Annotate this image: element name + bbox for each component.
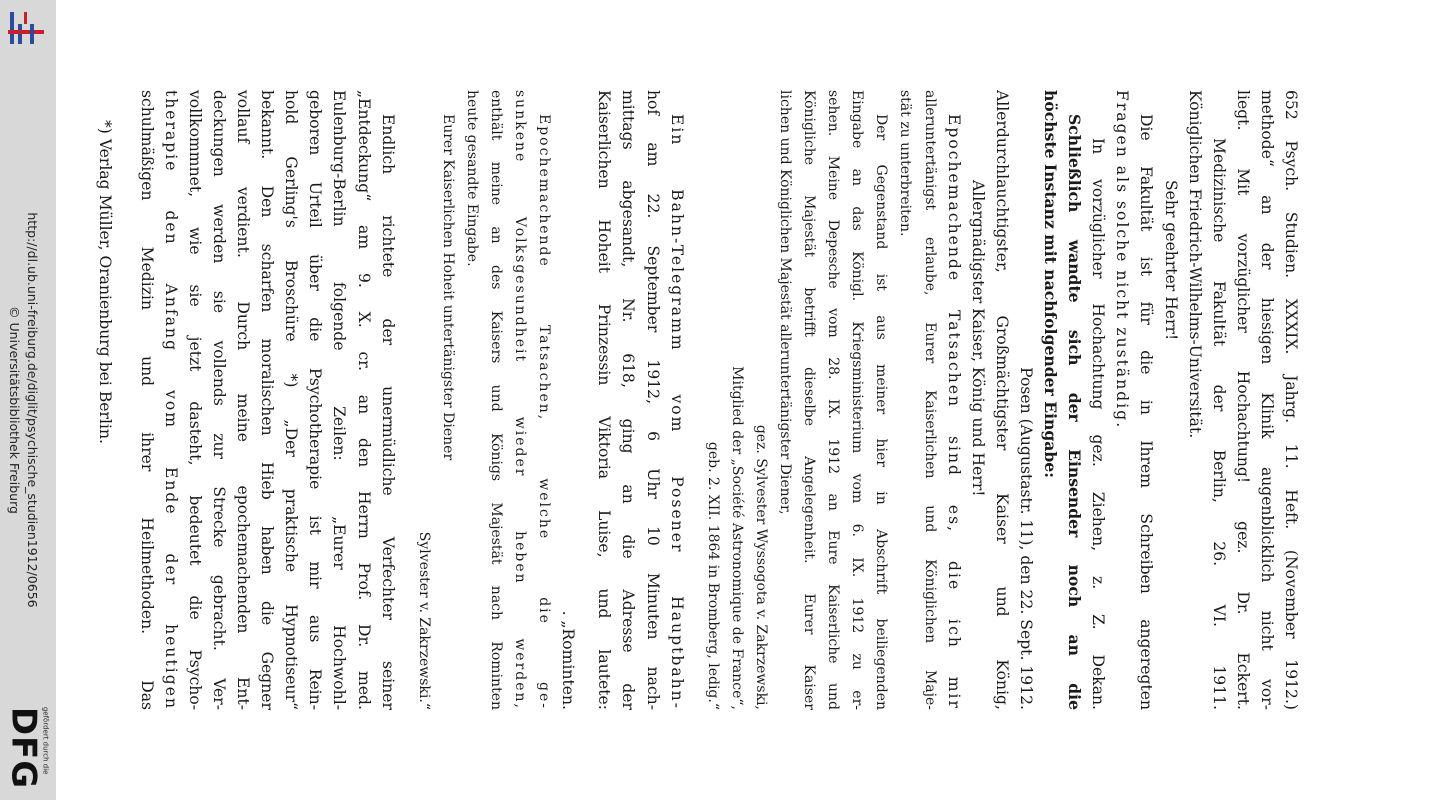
text-line: Ein Bahn-Telegramm vom Posener Hauptbahn-: [667, 114, 686, 710]
text-line: Allerdurchlauchtigster, Großmächtigster Kaiser und König,: [992, 90, 1011, 710]
text-line: Medizinische Fakultät der Berlin, 26. VI. 1911.: [1209, 138, 1228, 710]
footnote: *) Verlag Müller, Oranienburg bei Berlin.: [95, 120, 114, 444]
dfg-logo: [4, 700, 52, 795]
text-line: schulmäßigen Medizin und ihrer Heilmethoden. Das: [137, 90, 156, 710]
text-line: Sylvester v. Zakrzewski.“: [415, 531, 432, 710]
text-line: Schließlich wandte sich der Einsender noch an die: [1065, 114, 1085, 710]
paragraph-gap: [689, 90, 701, 710]
text-line: . „Rominten.: [559, 610, 578, 710]
source-url[interactable]: http://dl.ub.uni-freiburg.de/diglit/psychische_studien1912/0656: [25, 212, 40, 608]
text-line: Königlichen Friedrich-Wilhelms-Universität.: [1185, 90, 1204, 439]
text-line: „Entdeckung“ am 9. X. cr. an den Herrn Prof. Dr. med.: [354, 90, 373, 710]
text-line: alleruntertänigst erlaube, Eurer Kaiserlichen und Königlichen Maje-: [921, 90, 938, 710]
text-line: Endlich richtete der unermüdliche Verfechter seiner: [378, 114, 397, 710]
text-line: Kaiserlichen Hoheit Prinzessin Viktoria Luise, und lautete:: [595, 90, 614, 710]
text-line: Epochemachende Tatsachen sind es, die ich mir: [944, 114, 963, 710]
text-line: liegt. Mit vorzüglicher Hochachtung! gez. Dr. Eckert.: [1233, 90, 1252, 710]
text-line: deckungen werden sie vollends zur Strecke gebracht. Ver-: [209, 90, 228, 710]
paragraph-gap: [580, 90, 592, 710]
ub-freiburg-logo-icon[interactable]: [4, 8, 48, 48]
text-line: gez. Sylvester Wyssogota v. Zakrzewski,: [752, 424, 769, 710]
text-line: Epochemachende Tatsachen, welche die ge-: [536, 114, 553, 710]
paragraph-gap: [400, 90, 412, 710]
text-line: geb. 2. XII. 1864 in Bromberg, ledig.“: [704, 441, 721, 710]
text-line: Königliche Majestät betrifft dieselbe Angelegenheit. Eurer Kaiser: [801, 90, 818, 710]
text-line: bekannt. Den scharfen moralischen Hieb haben die Gegner: [258, 90, 277, 710]
text-line: mittags abgesandt, Nr. 618, ging an die Adresse der: [619, 90, 638, 710]
text-line: Allergnädigster Kaiser, König und Herr!: [968, 180, 987, 497]
text-line: vollkommnet, wie sie jetzt dasteht, bedeutet die Psycho-: [185, 90, 204, 710]
viewer-sidebar: [0, 0, 56, 800]
text-line: hof am 22. September 1912, 6 Uhr 10 Minuten nach-: [643, 90, 662, 710]
text-line: Sehr geehrter Herr!: [1161, 180, 1180, 341]
dfg-logo-text: DFG: [3, 706, 44, 789]
text-line: Eingabe an das Königl. Kriegsministerium vom 6. IX. 1912 zu er-: [849, 90, 866, 710]
source-info: [2, 170, 44, 650]
text-line: lichen und Königlichen Majestät alleruntertänigster Diener,: [777, 90, 794, 515]
text-line: enthält meine an des Kaisers und Königs Majestät nach Rominten: [488, 90, 504, 710]
funding-text: gefördert durch die: [41, 706, 50, 774]
document-page: [95, 90, 1303, 710]
text-line: Eulenburg-Berlin folgende Zeilen: „Eurer Hochwohl-: [330, 90, 349, 710]
text-line: Posen (Augustastr. 11), den 22. Sept. 1912.: [1016, 367, 1035, 710]
text-line: therapie den Anfang vom Ende der heutigen: [161, 90, 180, 710]
text-line: heute gesandte Eingabe.: [463, 90, 480, 267]
text-line: Eurer Kaiserlichen Hoheit untertänigster Diener: [439, 114, 456, 461]
text-line: sehen. Meine Depesche vom 28. IX. 1912 an Eure Kaiserliche und: [825, 90, 842, 710]
text-line: stät zu unterbreiten.: [897, 90, 914, 237]
text-line: In vorzüglicher Hochachtung gez. Ziehen, z. Z. Dekan.: [1089, 138, 1108, 710]
text-line: sunkene Volksgesundheit wieder heben werden,: [512, 90, 529, 710]
text-line: Fragen als solche nicht zuständig.: [1113, 90, 1132, 430]
text-line: Der Gegenstand ist aus meiner hier in Abschrift beiliegenden: [873, 114, 890, 710]
text-line: hold Gerling's Broschüre *) „Der praktische Hypnotiseur“: [282, 90, 301, 710]
text-line: Mitglied der „Société Astronomique de France“,: [728, 366, 745, 710]
running-header: 652 Psych. Studien. XXXIX. Jahrg. 11. Heft. (November 1912.): [1282, 90, 1300, 710]
text-line: methode“ an der hiesigen Klinik augenblicklich nicht vor-: [1257, 90, 1276, 710]
copyright-notice: © Universitätsbibliothek Freiburg: [7, 306, 22, 514]
page-viewport[interactable]: [56, 0, 1441, 800]
text-line: höchste Instanz mit nachfolgender Eingabe:: [1041, 90, 1061, 478]
text-line: geboren Urteil über die Psychotherapie ist mir aus Rein-: [306, 90, 325, 710]
text-line: vollauf verdient. Durch meine epochemachenden Ent-: [234, 90, 253, 710]
text-line: Die Fakultät ist für die in Ihrem Schreiben angeregten: [1137, 114, 1156, 710]
